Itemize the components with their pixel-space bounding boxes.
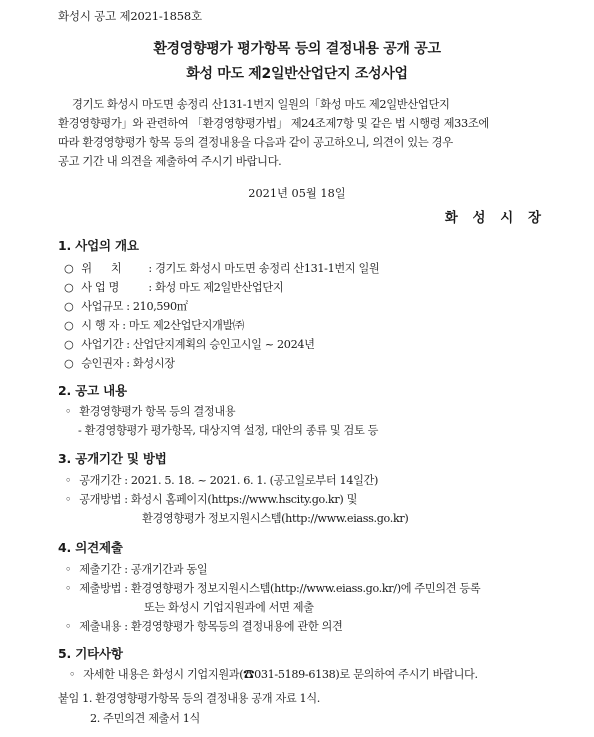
section-heading-overview: 1. 사업의 개요 <box>58 238 139 253</box>
attachment-line: 붙임 1. 환경영향평가항목 등의 결정내용 공개 자료 1식. <box>58 692 320 705</box>
small-circle-bullet-icon: ◦ <box>64 493 72 506</box>
item-label: 승인권자 <box>81 357 124 370</box>
circle-bullet-icon: ○ <box>64 300 74 313</box>
disclosure-method: ◦ 공개방법 : 화성시 홈페이지(https://www.hscity.go.kr) 및 <box>60 491 357 507</box>
item-label: 제출내용 <box>79 620 122 633</box>
circle-bullet-icon: ○ <box>64 357 74 370</box>
overview-item: ○ 시 행 자 : 마도 제2산업단지개발㈜ <box>64 319 244 332</box>
small-circle-bullet-icon: ◦ <box>64 620 72 633</box>
item-label: 위 치 <box>81 262 122 275</box>
misc-item <box>64 666 478 682</box>
item-value: 화성시 홈페이지(https://www.hscity.go.kr) 및 <box>130 493 358 506</box>
small-circle-bullet-icon: ◦ <box>64 582 72 595</box>
item-label: 사업규모 <box>81 300 124 313</box>
section-heading-disclosure: 3. 공개기간 및 방법 <box>58 451 167 466</box>
item-value: 산업단지계획의 승인고시일 ~ 2024년 <box>132 338 315 351</box>
small-circle-bullet-icon: ◦ <box>64 405 72 418</box>
circle-bullet-icon: ○ <box>64 262 74 275</box>
item-label: 공개방법 <box>79 493 122 506</box>
section-heading-opinion: 4. 의견제출 <box>58 540 123 555</box>
notice-content-item <box>60 403 235 419</box>
item-label: 제출기간 <box>79 563 122 576</box>
small-circle-bullet-icon: ◦ <box>64 563 72 576</box>
item-label: 제출방법 <box>79 582 122 595</box>
item-text: 자세한 내용은 화성시 기업지원과(☎031-5189-6138)로 문의하여 주시기 바랍니다. <box>83 668 478 681</box>
intro-paragraph <box>58 95 554 171</box>
overview-item: ○ 사 업 명 : 화성 마도 제2일반산업단지 <box>64 281 284 294</box>
attachment-line: 2. 주민의견 제출서 1식 <box>90 712 201 725</box>
item-value: 환경영향평가 항목등의 결정내용에 관한 의견 <box>130 620 343 633</box>
circle-bullet-icon: ○ <box>64 281 74 294</box>
item-value: 화성 마도 제2일반산업단지 <box>155 281 284 294</box>
item-value: 환경영향평가 정보지원시스템(http://www.eiass.go.kr/)에 주민의견 등록 <box>130 582 481 595</box>
item-value: 마도 제2산업단지개발㈜ <box>128 319 244 332</box>
project-title: 화성 마도 제2일반산업단지 조성사업 <box>186 66 408 82</box>
item-value: 화성시장 <box>132 357 175 370</box>
item-value: 2021. 5. 18. ~ 2021. 6. 1. (공고일로부터 14일간) <box>130 474 379 487</box>
item-value: 210,590㎡ <box>132 300 188 313</box>
document-title: 환경영향평가 평가항목 등의 결정내용 공개 공고 <box>153 41 441 57</box>
item-label: 사업기간 <box>81 338 124 351</box>
small-circle-bullet-icon: ◦ <box>68 668 76 681</box>
issuer-name: 화 성 시 장 <box>444 210 546 226</box>
opinion-method-continued: 또는 화성시 기업지원과에 서면 제출 <box>144 601 314 614</box>
item-text: 환경영향평가 항목 등의 결정내용 <box>79 405 236 418</box>
intro-line: 경기도 화성시 마도면 송정리 산131-1번지 일원의「화성 마도 제2일반산업단지 <box>72 98 450 111</box>
opinion-method: ◦ 제출방법 : 환경영향평가 정보지원시스템(http://www.eiass.go.kr/)에 주민의견 등록 <box>60 580 480 596</box>
overview-item: ○ 승인권자 : 화성시장 <box>64 357 175 370</box>
opinion-period: ◦ 제출기간 : 공개기간과 동일 <box>60 561 207 577</box>
overview-item: ○ 사업기간 : 산업단지계획의 승인고시일 ~ 2024년 <box>64 338 315 351</box>
opinion-content: ◦ 제출내용 : 환경영향평가 항목등의 결정내용에 관한 의견 <box>60 618 342 634</box>
item-label: 공개기간 <box>79 474 122 487</box>
section-heading-notice-content: 2. 공고 내용 <box>58 383 127 398</box>
intro-line: 환경영향평가」와 관련하여 「환경영향평가법」 제24조제7항 및 같은 법 시행령 제33조에 <box>58 117 489 130</box>
small-circle-bullet-icon: ◦ <box>64 474 72 487</box>
overview-item: ○ 사업규모 : 210,590㎡ <box>64 300 188 313</box>
overview-item: ○ 위 치 : 경기도 화성시 마도면 송정리 산131-1번지 일원 <box>64 262 380 275</box>
notice-number: 화성시 공고 제2021-1858호 <box>58 9 202 23</box>
intro-line: 공고 기간 내 의견을 제출하여 주시기 바랍니다. <box>58 155 282 168</box>
disclosure-method-continued: 환경영향평가 정보지원시스템(http://www.eiass.go.kr) <box>142 512 409 525</box>
item-label: 사 업 명 <box>81 281 120 294</box>
intro-line: 따라 환경영향평가 항목 등의 결정내용을 다음과 같이 공고하오니, 의견이 있는 경우 <box>58 136 453 149</box>
item-value: 경기도 화성시 마도면 송정리 산131-1번지 일원 <box>155 262 380 275</box>
circle-bullet-icon: ○ <box>64 319 74 332</box>
section-heading-misc: 5. 기타사항 <box>58 646 123 661</box>
item-label: 시 행 자 <box>81 319 120 332</box>
disclosure-period: ◦ 공개기간 : 2021. 5. 18. ~ 2021. 6. 1. (공고일로부터 14일간) <box>60 472 378 488</box>
circle-bullet-icon: ○ <box>64 338 74 351</box>
announcement-date: 2021년 05월 18일 <box>248 187 346 200</box>
item-value: 공개기간과 동일 <box>130 563 208 576</box>
notice-content-subitem: - 환경영향평가 평가항목, 대상지역 설정, 대안의 종류 및 검토 등 <box>78 424 379 437</box>
